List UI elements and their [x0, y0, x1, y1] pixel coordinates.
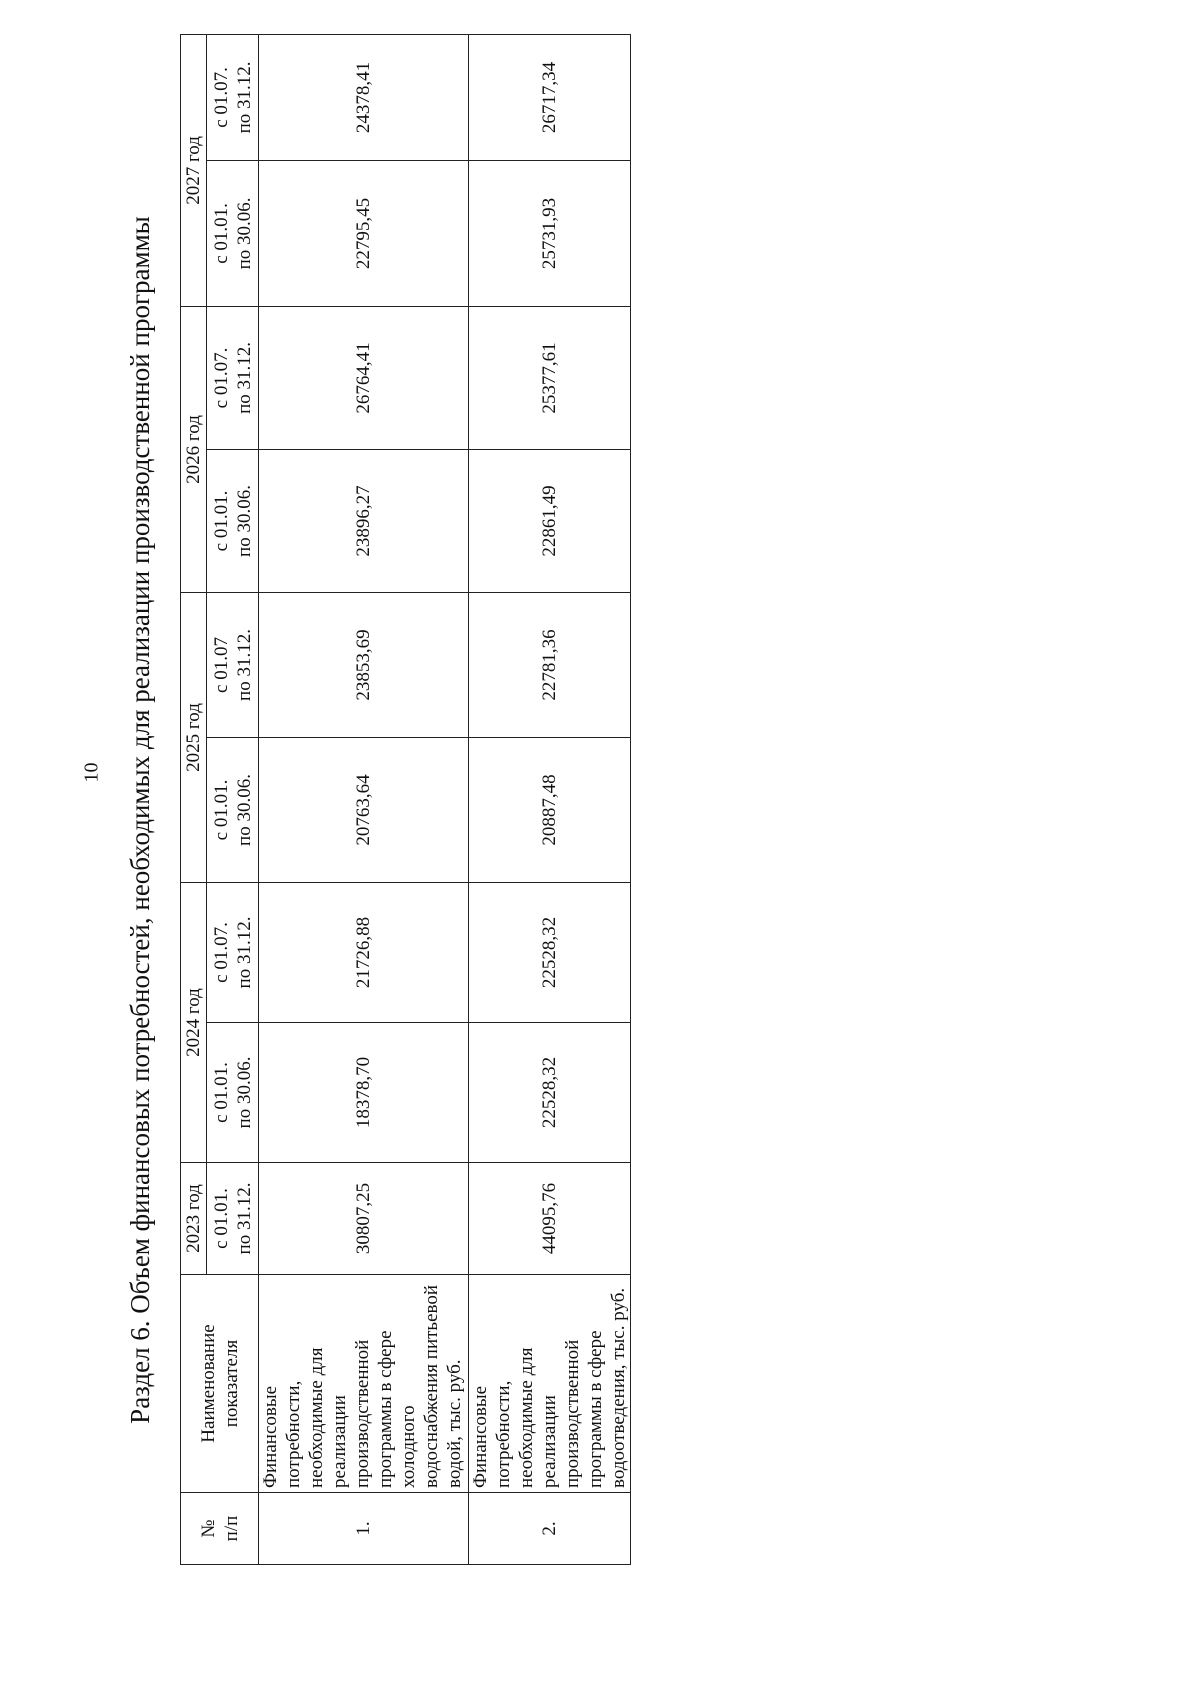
value-cell: 44095,76: [469, 1163, 631, 1275]
value-cell: 18378,70: [259, 1023, 469, 1163]
value-cell: 22861,49: [469, 449, 631, 592]
value-cell: 23853,69: [259, 592, 469, 737]
header-period: с 01.07. по 31.12.: [207, 882, 259, 1022]
indicator-name: Финансовые потребности, необходимые для реализации производственной программы в сфере водоотведения, тыс. руб.: [469, 1275, 631, 1493]
value-cell: 21726,88: [259, 882, 469, 1022]
header-period: с 01.01. по 30.06.: [207, 737, 259, 882]
value-cell: 26717,34: [469, 34, 631, 160]
value-cell: 23896,27: [259, 449, 469, 592]
header-period: с 01.01. по 30.06.: [207, 449, 259, 592]
section-title: Раздел 6. Объем финансовых потребностей, необходимых для реализации производственной программы: [125, 216, 155, 1424]
value-cell: 22528,32: [469, 1023, 631, 1163]
table-row: [259, 34, 469, 1564]
header-year-2025: 2025 год: [181, 592, 207, 882]
financial-needs-table: [180, 34, 631, 1565]
value-cell: 25377,61: [469, 306, 631, 449]
row-number: 2.: [469, 1493, 631, 1565]
value-cell: 20763,64: [259, 737, 469, 882]
page-number: 10: [80, 762, 103, 783]
value-cell: 24378,41: [259, 34, 469, 160]
header-indicator-name: Наименование показателя: [181, 1275, 259, 1493]
value-cell: 20887,48: [469, 737, 631, 882]
row-number: 1.: [259, 1493, 469, 1565]
table-row: [469, 34, 631, 1564]
value-cell: 26764,41: [259, 306, 469, 449]
header-period: с 01.07. по 31.12.: [207, 34, 259, 160]
header-year-2027: 2027 год: [181, 34, 207, 306]
header-period: с 01.01. по 31.12.: [207, 1163, 259, 1275]
header-row-number: № п/п: [181, 1493, 259, 1565]
header-year-2026: 2026 год: [181, 306, 207, 592]
header-period: с 01.01. по 30.06.: [207, 1023, 259, 1163]
header-period: с 01.01. по 30.06.: [207, 160, 259, 306]
header-period: с 01.07. по 31.12.: [207, 306, 259, 449]
rotated-content: [120, 61, 640, 1565]
value-cell: 22528,32: [469, 882, 631, 1022]
header-year-2024: 2024 год: [181, 882, 207, 1162]
indicator-name: Финансовые потребности, необходимые для реализации производственной программы в сфере холодного водоснабжения питьевой водой, тыс. руб.: [259, 1275, 469, 1493]
value-cell: 25731,93: [469, 160, 631, 306]
header-period: с 01.07 по 31.12.: [207, 592, 259, 737]
value-cell: 22795,45: [259, 160, 469, 306]
value-cell: 22781,36: [469, 592, 631, 737]
header-year-2023: 2023 год: [181, 1163, 207, 1275]
value-cell: 30807,25: [259, 1163, 469, 1275]
